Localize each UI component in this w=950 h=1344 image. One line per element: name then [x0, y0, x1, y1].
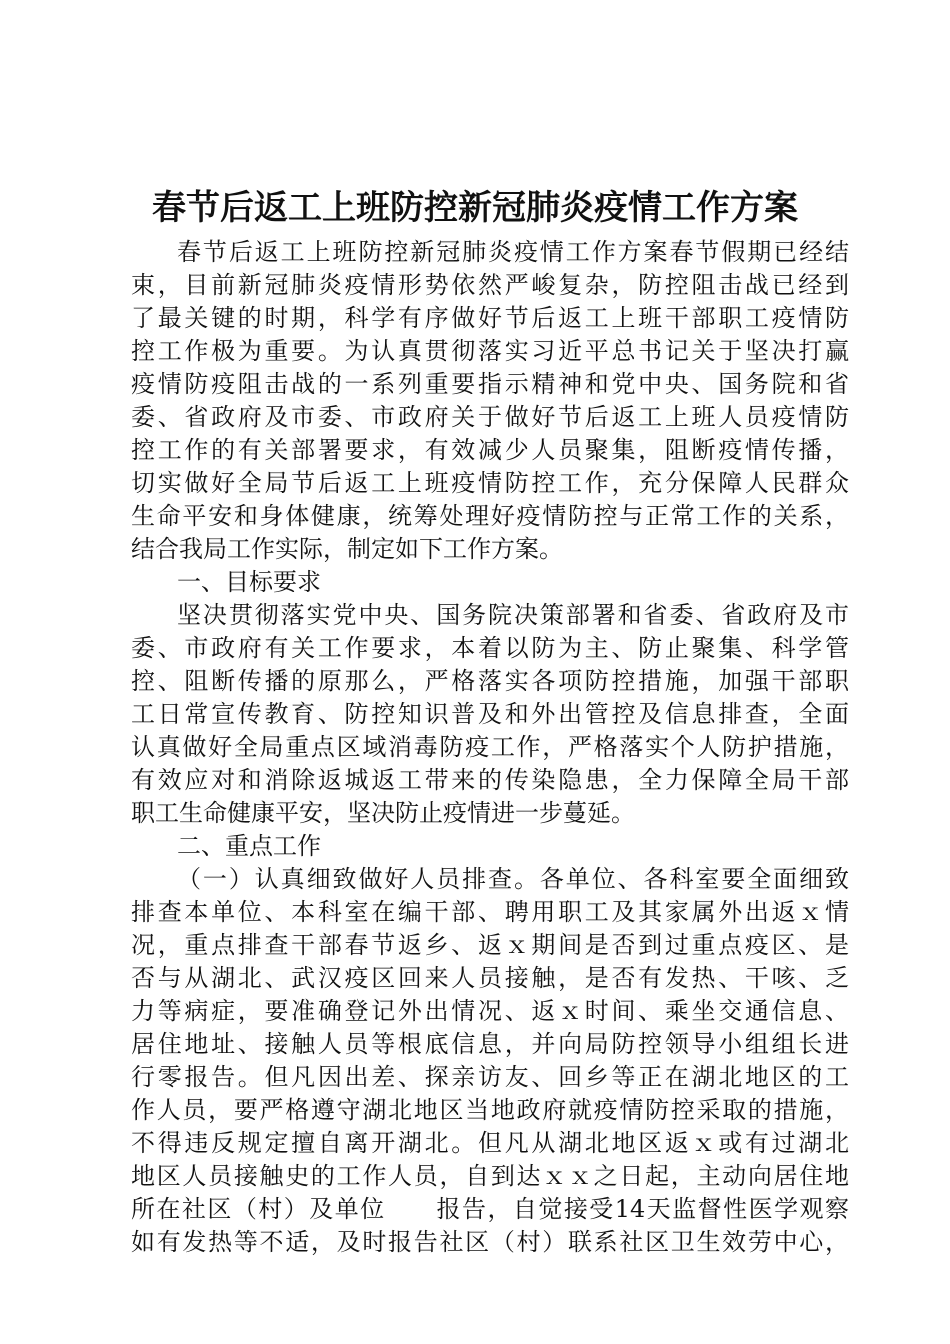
paragraph-line: 束，目前新冠肺炎疫情形势依然严峻复杂，防控阻击战已经到 — [131, 271, 849, 299]
paragraph-line: 控工作的有关部署要求，有效减少人员聚集，阻断疫情传播， — [131, 436, 849, 464]
document-title: 春节后返工上班防控新冠肺炎疫情工作方案 — [152, 188, 798, 228]
paragraph-line: 如有发热等不适，及时报告社区（村）联系社区卫生效劳中心， — [131, 1228, 849, 1256]
paragraph-line: 地区人员接触史的工作人员，自到达ｘｘ之日起，主动向居住地 — [131, 1162, 849, 1190]
paragraph-line: 控工作极为重要。为认真贯彻落实习近平总书记关于坚决打赢 — [131, 337, 849, 365]
paragraph-line: 委、省政府及市委、市政府关于做好节后返工上班人员疫情防 — [131, 403, 849, 431]
paragraph-line: 了最关键的时期，科学有序做好节后返工上班干部职工疫情防 — [131, 304, 849, 332]
paragraph-line: （一）认真细致做好人员排查。各单位、各科室要全面细致 — [177, 865, 849, 893]
paragraph-line: 结合我局工作实际，制定如下工作方案。 — [131, 535, 563, 563]
paragraph-line: 排查本单位、本科室在编干部、聘用职工及其家属外出返ｘ情 — [131, 898, 849, 926]
paragraph-line: 况，重点排查干部春节返乡、返ｘ期间是否到过重点疫区、是 — [131, 931, 849, 959]
paragraph-line: 委、市政府有关工作要求，本着以防为主、防止聚集、科学管 — [131, 634, 849, 662]
paragraph-line: 行零报告。但凡因出差、探亲访友、回乡等正在湖北地区的工 — [131, 1063, 849, 1091]
paragraph-line: 不得违反规定擅自离开湖北。但凡从湖北地区返ｘ或有过湖北 — [131, 1129, 849, 1157]
section-heading: 二、重点工作 — [177, 832, 321, 860]
paragraph-line: 坚决贯彻落实党中央、国务院决策部署和省委、省政府及市 — [177, 601, 849, 629]
paragraph-line: 力等病症，要准确登记外出情况、返ｘ时间、乘坐交通信息、 — [131, 997, 849, 1025]
section-heading: 一、目标要求 — [177, 568, 321, 596]
paragraph-line: 控、阻断传播的原那么，严格落实各项防控措施，加强干部职 — [131, 667, 849, 695]
paragraph-line: 所在社区（村）及单位 报告，自觉接受14天监督性医学观察 — [131, 1195, 849, 1223]
paragraph-line: 职工生命健康平安，坚决防止疫情进一步蔓延。 — [131, 799, 635, 827]
document-body — [131, 236, 849, 1259]
paragraph-line: 切实做好全局节后返工上班疫情防控工作，充分保障人民群众 — [131, 469, 849, 497]
paragraph-line: 居住地址、接触人员等根底信息，并向局防控领导小组组长进 — [131, 1030, 849, 1058]
paragraph-line: 工日常宣传教育、防控知识普及和外出管控及信息排查，全面 — [131, 700, 849, 728]
paragraph-line: 生命平安和身体健康，统筹处理好疫情防控与正常工作的关系， — [131, 502, 849, 530]
paragraph-line: 疫情防疫阻击战的一系列重要指示精神和党中央、国务院和省 — [131, 370, 849, 398]
paragraph-line: 认真做好全局重点区域消毒防疫工作，严格落实个人防护措施， — [131, 733, 849, 761]
paragraph-line: 有效应对和消除返城返工带来的传染隐患，全力保障全局干部 — [131, 766, 849, 794]
paragraph-line: 春节后返工上班防控新冠肺炎疫情工作方案春节假期已经结 — [177, 238, 849, 266]
paragraph-line: 作人员，要严格遵守湖北地区当地政府就疫情防控采取的措施， — [131, 1096, 849, 1124]
paragraph-line: 否与从湖北、武汉疫区回来人员接触，是否有发热、干咳、乏 — [131, 964, 849, 992]
